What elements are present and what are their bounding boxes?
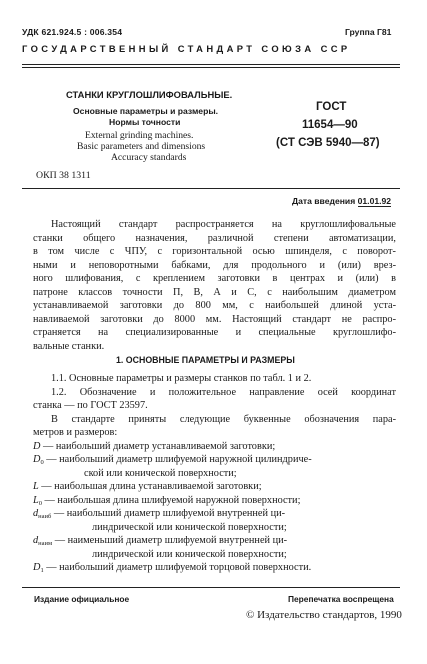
definition-text: — наибольший диаметр устанавливаемой заготовки; [40,440,276,452]
intro-line: вальные станки. [33,340,105,352]
english-title-3: Accuracy standards [111,152,187,163]
symbol-d0: D [33,454,41,465]
reprint-prohibited: Перепечатка воспрещена [288,594,394,604]
symbol-l: L [33,481,39,492]
header-rule-bottom [22,67,400,68]
intro-line: устанавливаемой заготовки до 800 мм, с наибольшей длиной уста- [33,300,396,311]
definition-l [33,480,262,494]
definition-text: — наибольший диаметр шлифуемой внутренней ци- [51,508,286,519]
symbol-dmax-subscript: наиб [38,513,52,520]
intro-line: в том числе с ЧПУ, с горизонтальной осью шпинделя, с поворот- [33,246,396,257]
main-title: СТАНКИ КРУГЛОШЛИФОВАЛЬНЫЕ. [66,89,233,100]
copyright: © Издательство стандартов, 1990 [246,609,402,621]
definition-d0-cont: ской или конической поверхности; [84,467,237,479]
official-edition: Издание официальное [34,594,130,604]
definition-text: — наибольший диаметр шлифуемой наружной цилиндриче- [43,454,312,465]
symbol-dmax: d [33,508,39,519]
definition-text: — наибольший диаметр шлифуемой торцовой поверхности. [43,562,312,573]
symbol-dmin: d [33,535,39,546]
clause-1-2: станка — по ГОСТ 23597. [33,400,148,411]
title-block-rule [22,188,400,189]
intro-line: патроне классов точности П, В, А и С, с наибольшим диаметром [33,286,396,298]
definition-d [33,440,275,454]
intro-date-label: Дата введения [292,196,356,206]
symbol-d1-subscript: 1 [40,567,44,574]
header-rule-top [22,64,400,65]
subtitle-1: Основные параметры и размеры. [73,106,219,116]
definition-text: — наибольшая длина устанавливаемой заготовки; [38,481,262,492]
intro-date-value: 01.01.92 [357,196,392,206]
st-sev-number: (СТ СЭВ 5940—87) [276,137,380,149]
okp-code: ОКП 38 1311 [36,170,91,181]
english-title-2: Basic parameters and dimensions [77,141,206,152]
symbol-l0-subscript: 0 [38,499,42,507]
definition-text: — наибольшая длина шлифуемой наружной поверхности; [41,494,301,506]
intro-line: ного шлифования, с креплением заготовки в центрах и (или) в [33,273,396,284]
clause-1-1: 1.1. Основные параметры и размеры станков по табл. 1 и 2. [51,373,312,384]
subtitle-2: Нормы точности [109,117,181,127]
gost-number: 11654—90 [302,119,358,131]
intro-line: ными и неповоротными бабками, для продольного и (или) врез- [33,259,396,271]
gost-label: ГОСТ [316,101,347,113]
definition-d1 [33,561,311,578]
intro-line: Настоящий стандарт распространяется на круглошлифовальные [51,219,396,230]
intro-date [292,196,391,206]
designations-intro: метров и размеров: [33,427,118,438]
group-code: Группа Г81 [345,27,392,37]
definition-text: — наименьший диаметр шлифуемой внутренней ци- [52,535,288,546]
symbol-l0: L [33,494,39,506]
clause-1-2: 1.2. Обозначение и положительное направление осей координат [51,386,396,398]
symbol-d1: D [33,562,41,573]
designations-intro: В стандарте приняты следующие буквенные обозначения пара- [51,413,396,425]
footer-rule [22,587,400,588]
symbol-d: D [33,440,41,452]
symbol-dmin-subscript: наим [38,540,53,547]
definition-dmin-cont: линдрической или конической поверхности; [92,548,287,560]
section-heading: 1. ОСНОВНЫЕ ПАРАМЕТРЫ И РАЗМЕРЫ [116,355,295,365]
definition-dmax-cont: линдрической или конической поверхности; [92,521,287,533]
intro-line: станки общего назначения, различной степени автоматизации, [33,232,396,244]
udk-code: УДК 621.924.5 : 006.354 [22,27,123,37]
english-title-1: External grinding machines. [85,130,194,141]
standard-title: ГОСУДАРСТВЕННЫЙ СТАНДАРТ СОЮЗА ССР [22,43,351,54]
symbol-d0-subscript: 0 [40,459,44,466]
intro-line: страняется на специализированные и специальные круглошлифо- [33,327,396,338]
intro-line: навливаемой заготовки до 8000 мм. Настоящий стандарт не распро- [33,313,396,325]
